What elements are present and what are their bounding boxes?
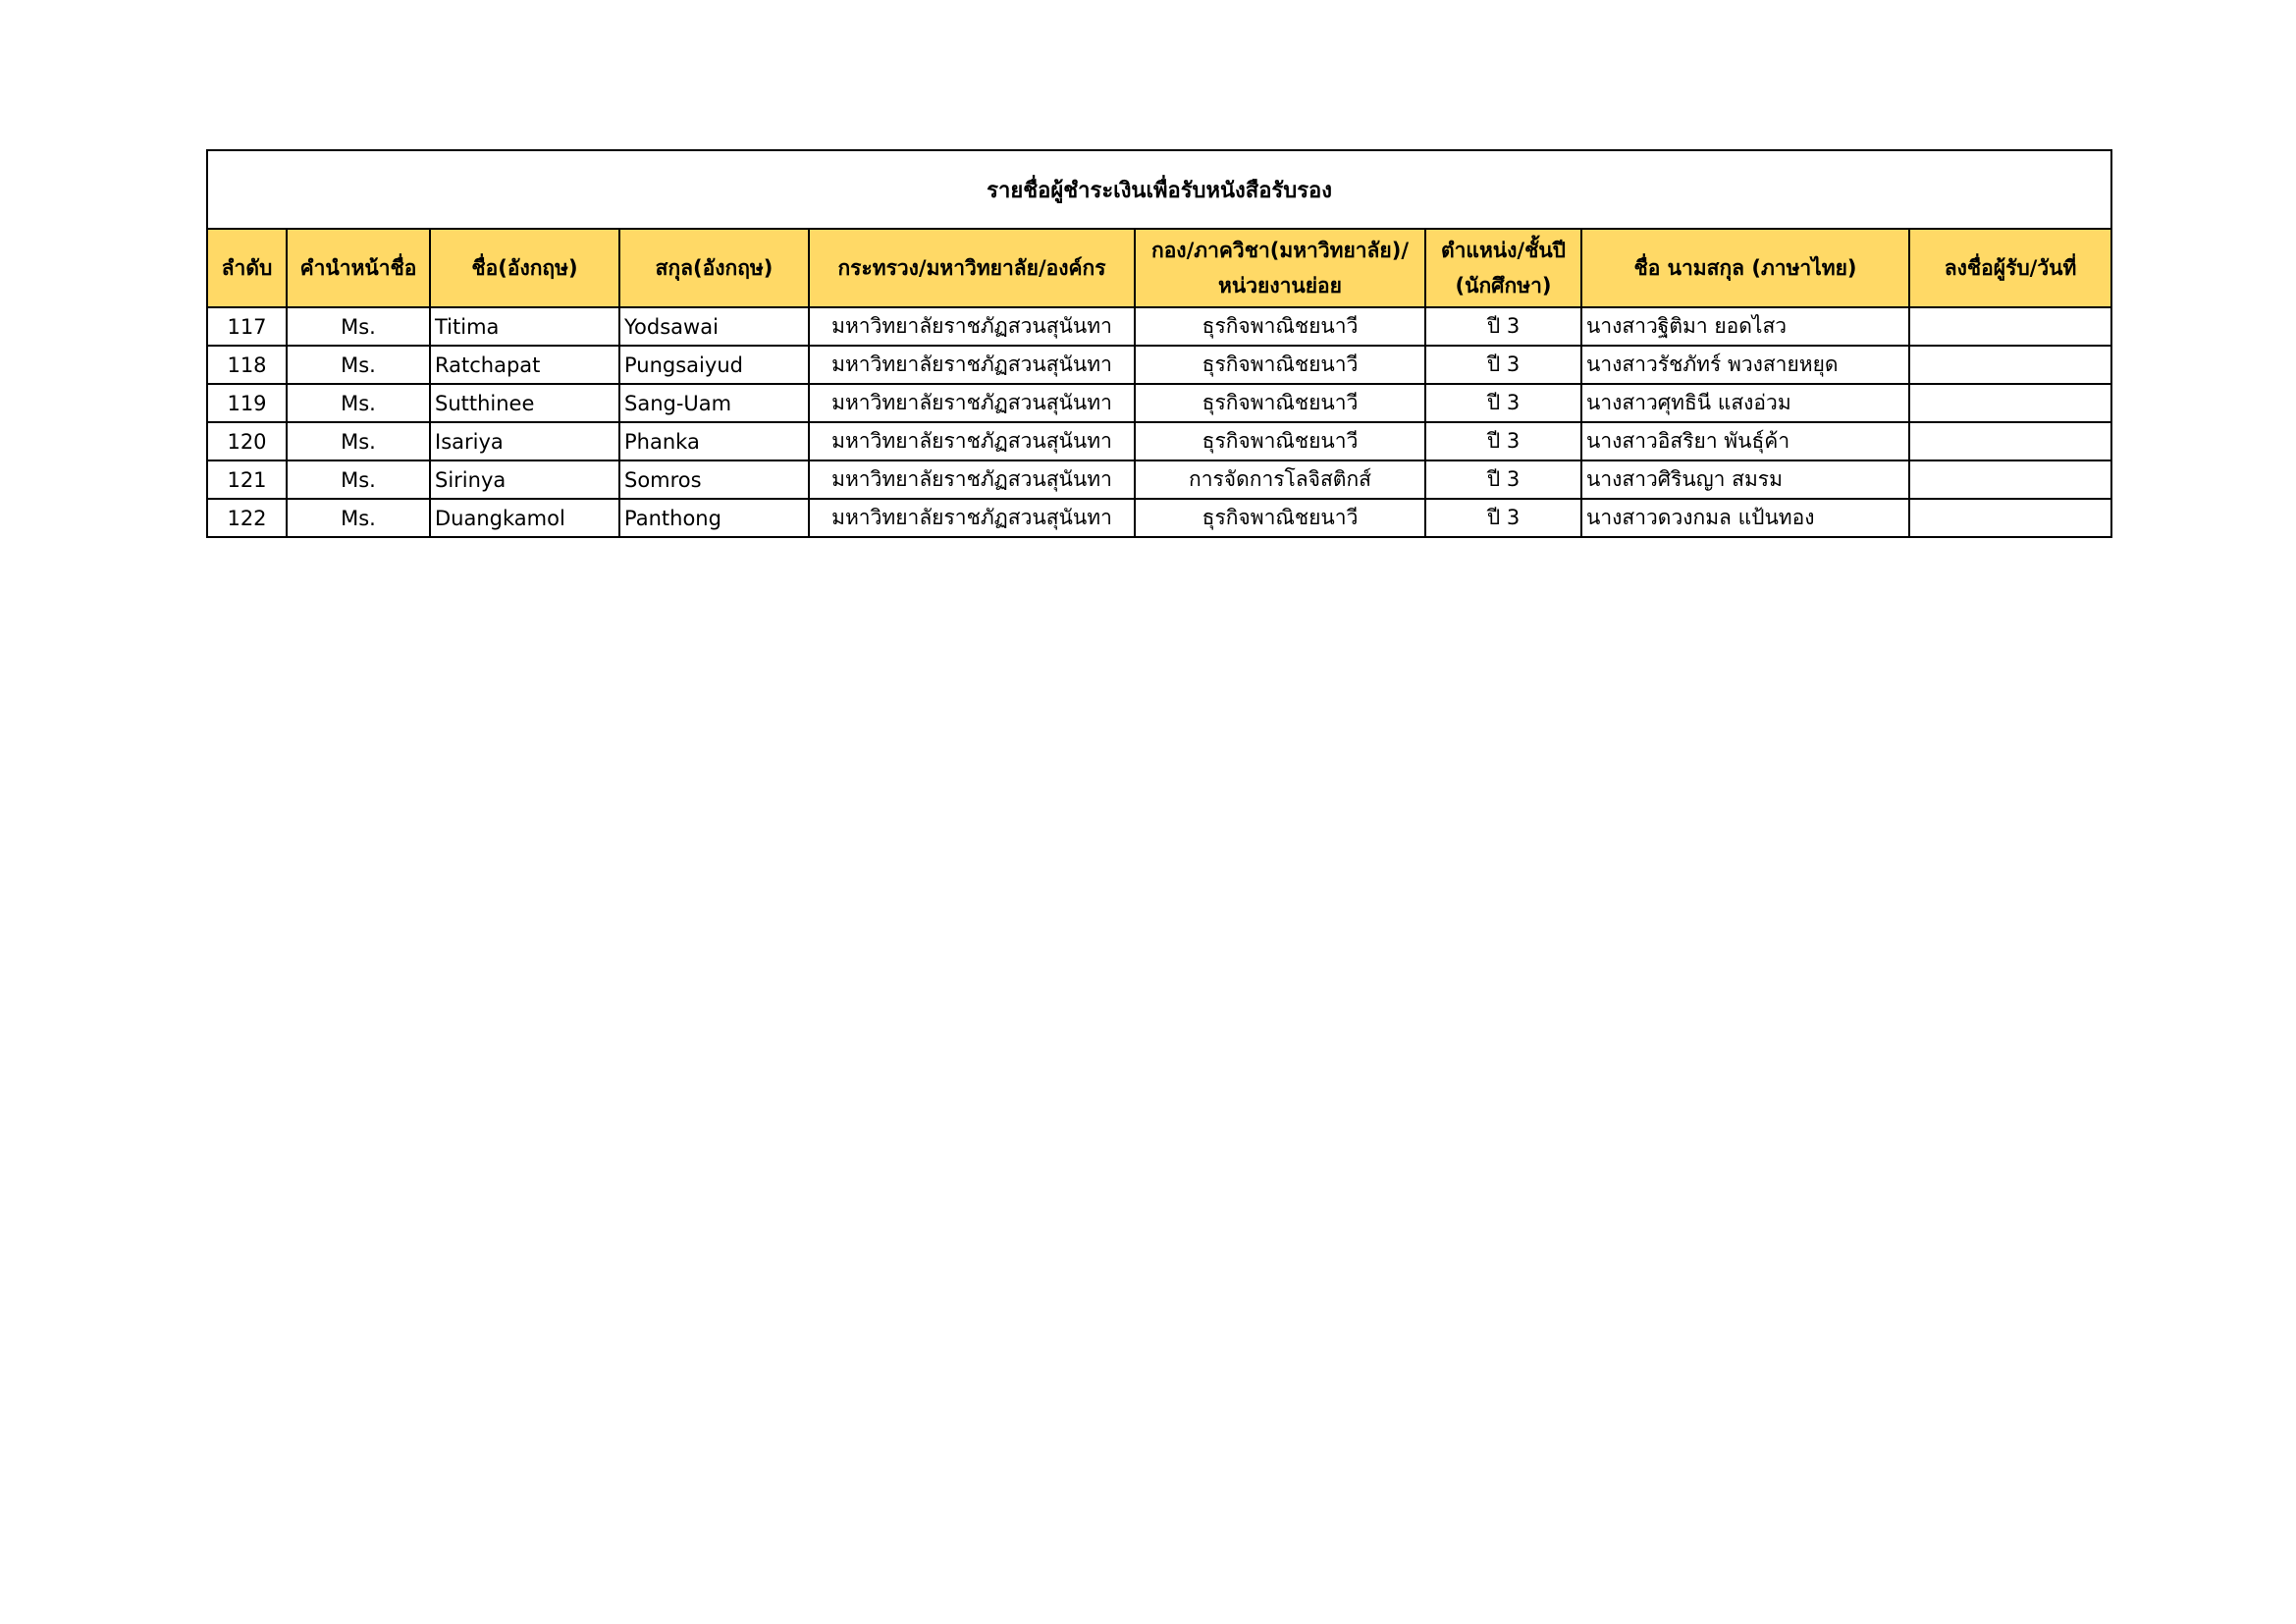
cell-name-th: นางสาวศุทธินี แสงอ่วม	[1581, 384, 1909, 422]
cell-department: ธุรกิจพาณิชยนาวี	[1135, 422, 1425, 460]
col-header-organization: กระทรวง/มหาวิทยาลัย/องค์กร	[809, 229, 1135, 307]
cell-prefix: Ms.	[287, 384, 430, 422]
cell-name-th: นางสาวอิสริยา พันธุ์ค้า	[1581, 422, 1909, 460]
cell-first-name-en: Duangkamol	[430, 499, 619, 537]
cell-organization: มหาวิทยาลัยราชภัฏสวนสุนันทา	[809, 499, 1135, 537]
cell-level: ปี 3	[1425, 346, 1581, 384]
cell-department: ธุรกิจพาณิชยนาวี	[1135, 384, 1425, 422]
cell-name-th: นางสาวฐิติมา ยอดไสว	[1581, 307, 1909, 346]
cell-name-th: นางสาวรัชภัทร์ พวงสายหยุด	[1581, 346, 1909, 384]
col-header-last-name-en: สกุล(อังกฤษ)	[619, 229, 809, 307]
cell-no: 122	[207, 499, 287, 537]
cell-first-name-en: Isariya	[430, 422, 619, 460]
cell-signature	[1909, 346, 2111, 384]
cell-organization: มหาวิทยาลัยราชภัฏสวนสุนันทา	[809, 460, 1135, 499]
cell-last-name-en: Phanka	[619, 422, 809, 460]
col-header-prefix: คำนำหน้าชื่อ	[287, 229, 430, 307]
cell-level: ปี 3	[1425, 307, 1581, 346]
cell-prefix: Ms.	[287, 346, 430, 384]
col-header-no: ลำดับ	[207, 229, 287, 307]
table-title: รายชื่อผู้ชำระเงินเพื่อรับหนังสือรับรอง	[207, 150, 2111, 229]
title-row	[207, 150, 2111, 229]
cell-organization: มหาวิทยาลัยราชภัฏสวนสุนันทา	[809, 384, 1135, 422]
cell-signature	[1909, 384, 2111, 422]
cell-prefix: Ms.	[287, 307, 430, 346]
cell-organization: มหาวิทยาลัยราชภัฏสวนสุนันทา	[809, 422, 1135, 460]
cell-last-name-en: Sang-Uam	[619, 384, 809, 422]
cell-department: ธุรกิจพาณิชยนาวี	[1135, 346, 1425, 384]
header-row	[207, 229, 2111, 307]
cell-first-name-en: Sutthinee	[430, 384, 619, 422]
cell-signature	[1909, 422, 2111, 460]
table-row	[207, 499, 2111, 537]
cell-last-name-en: Yodsawai	[619, 307, 809, 346]
table-row	[207, 307, 2111, 346]
table-row	[207, 460, 2111, 499]
cell-name-th: นางสาวศิรินญา สมรม	[1581, 460, 1909, 499]
col-header-signature: ลงชื่อผู้รับ/วันที่	[1909, 229, 2111, 307]
table-row	[207, 384, 2111, 422]
cell-no: 120	[207, 422, 287, 460]
cell-department: ธุรกิจพาณิชยนาวี	[1135, 499, 1425, 537]
cell-signature	[1909, 499, 2111, 537]
table-row	[207, 422, 2111, 460]
cell-first-name-en: Titima	[430, 307, 619, 346]
cell-last-name-en: Somros	[619, 460, 809, 499]
cell-level: ปี 3	[1425, 422, 1581, 460]
col-header-name-th: ชื่อ นามสกุล (ภาษาไทย)	[1581, 229, 1909, 307]
table-row	[207, 346, 2111, 384]
cell-last-name-en: Pungsaiyud	[619, 346, 809, 384]
cell-prefix: Ms.	[287, 422, 430, 460]
cell-signature	[1909, 460, 2111, 499]
cell-department: ธุรกิจพาณิชยนาวี	[1135, 307, 1425, 346]
cell-level: ปี 3	[1425, 384, 1581, 422]
cell-signature	[1909, 307, 2111, 346]
cell-level: ปี 3	[1425, 499, 1581, 537]
cell-organization: มหาวิทยาลัยราชภัฏสวนสุนันทา	[809, 307, 1135, 346]
col-header-first-name-en: ชื่อ(อังกฤษ)	[430, 229, 619, 307]
cell-first-name-en: Ratchapat	[430, 346, 619, 384]
payer-list-table	[206, 149, 2112, 538]
cell-no: 119	[207, 384, 287, 422]
cell-name-th: นางสาวดวงกมล แป้นทอง	[1581, 499, 1909, 537]
cell-organization: มหาวิทยาลัยราชภัฏสวนสุนันทา	[809, 346, 1135, 384]
cell-no: 118	[207, 346, 287, 384]
cell-no: 121	[207, 460, 287, 499]
cell-last-name-en: Panthong	[619, 499, 809, 537]
col-header-department: กอง/ภาควิชา(มหาวิทยาลัย)/หน่วยงานย่อย	[1135, 229, 1425, 307]
cell-first-name-en: Sirinya	[430, 460, 619, 499]
cell-no: 117	[207, 307, 287, 346]
cell-department: การจัดการโลจิสติกส์	[1135, 460, 1425, 499]
cell-level: ปี 3	[1425, 460, 1581, 499]
cell-prefix: Ms.	[287, 460, 430, 499]
cell-prefix: Ms.	[287, 499, 430, 537]
col-header-level: ตำแหน่ง/ชั้นปี (นักศึกษา)	[1425, 229, 1581, 307]
